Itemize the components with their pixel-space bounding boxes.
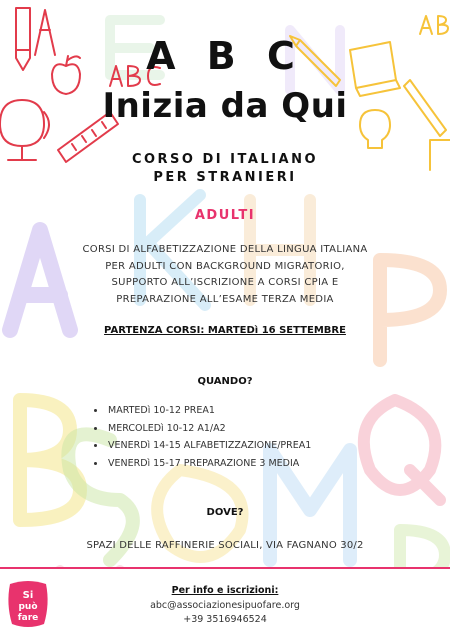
logo-text-line: fare bbox=[17, 613, 39, 623]
logo-text-line: Si bbox=[22, 590, 34, 601]
course-line-2: PER STRANIERI bbox=[153, 170, 297, 185]
course-description bbox=[0, 242, 450, 308]
schedule-item: • VENERDì 14-15 ALFABETIZZAZIONE/PREA1 bbox=[106, 437, 311, 455]
description-line: PREPARAZIONE ALL’ESAME TERZA MEDIA bbox=[116, 293, 334, 305]
abc-heading: A B C bbox=[146, 34, 304, 78]
info-title: Per info e iscrizioni: bbox=[171, 585, 279, 596]
audience-label: ADULTI bbox=[194, 208, 256, 223]
address: SPAZI DELLE RAFFINERIE SOCIALI, VIA FAGNANO 30/2 bbox=[86, 540, 364, 551]
when-heading: QUANDO? bbox=[197, 376, 253, 387]
schedule-list bbox=[92, 402, 311, 472]
email-link[interactable]: abc@associazionesipuofare.org bbox=[150, 600, 300, 611]
schedule-item: • MARTEDì 10-12 PREA1 bbox=[106, 402, 311, 420]
footer-divider bbox=[0, 567, 450, 569]
where-heading: DOVE? bbox=[206, 507, 244, 518]
description-line: SUPPORTO ALL’ISCRIZIONE A CORSI CPIA E bbox=[111, 277, 339, 288]
schedule-item: • VENERDì 15-17 PREPARAZIONE 3 MEDIA bbox=[106, 455, 311, 473]
description-line: CORSI DI ALFABETIZZAZIONE DELLA LINGUA ITALIANA bbox=[82, 244, 368, 255]
logo-text-line: può bbox=[18, 602, 38, 612]
course-line-1: CORSO DI ITALIANO bbox=[131, 152, 319, 167]
course-title bbox=[0, 151, 450, 187]
start-date: PARTENZA CORSI: MARTEDì 16 SETTEMBRE bbox=[104, 325, 346, 336]
schedule-item: • MERCOLEDì 10-12 A1/A2 bbox=[106, 420, 311, 438]
phone-number[interactable]: +39 3516946524 bbox=[183, 614, 267, 625]
description-line: PER ADULTI CON BACKGROUND MIGRATORIO, bbox=[105, 260, 345, 272]
main-title: Inizia da Qui bbox=[102, 86, 348, 126]
